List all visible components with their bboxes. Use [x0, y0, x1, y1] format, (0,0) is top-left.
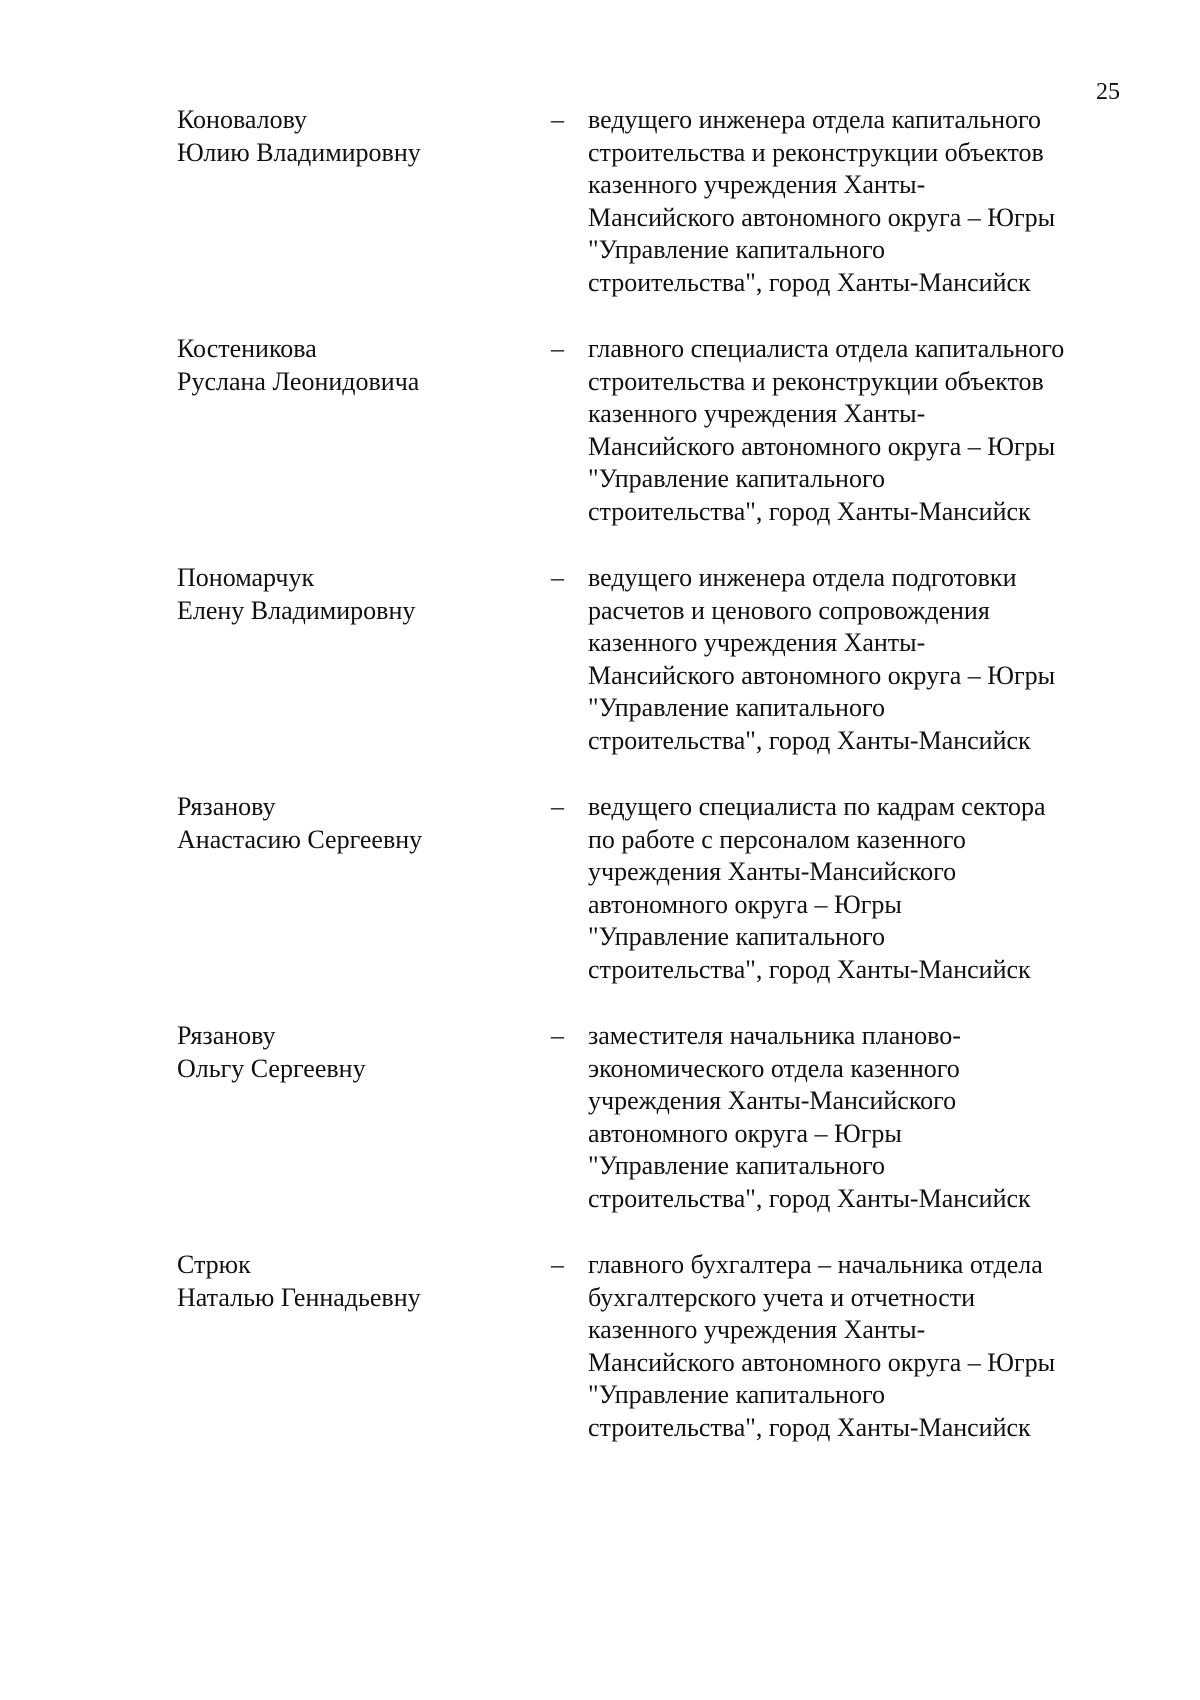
position-line: автономного округа – Югры: [588, 1118, 902, 1148]
entry-dash: –: [551, 1021, 564, 1050]
person-name: [177, 562, 527, 627]
position-line: главного специалиста отдела капитального: [588, 334, 1065, 363]
person-surname: Рязанову: [177, 792, 276, 821]
person-name: [177, 1020, 527, 1085]
person-given-names: Юлию Владимировну: [177, 137, 421, 167]
position-line: казенного учреждения Ханты-: [588, 399, 926, 428]
position-line: автономного округа – Югры: [588, 889, 902, 919]
person-position: [588, 562, 1118, 757]
page-number: 25: [1096, 79, 1120, 105]
position-line: строительства", город Ханты-Мансийск: [588, 496, 1031, 526]
person-given-names: Наталью Геннадьевну: [177, 1282, 421, 1312]
entry-dash: –: [551, 1250, 564, 1279]
position-line: ведущего специалиста по кадрам сектора: [588, 792, 1046, 821]
person-name: [177, 333, 527, 398]
position-line: строительства", город Ханты-Мансийск: [588, 1183, 1031, 1213]
person-surname: Костеникова: [177, 334, 317, 363]
person-given-names: Анастасию Сергеевну: [177, 824, 423, 854]
person-position: [588, 104, 1118, 299]
person-name: [177, 791, 527, 856]
person-surname: Коновалову: [177, 105, 308, 134]
position-line: по работе с персоналом казенного: [588, 824, 966, 854]
position-line: строительства", город Ханты-Мансийск: [588, 1412, 1031, 1442]
position-line: учреждения Ханты-Мансийского: [588, 857, 957, 886]
position-line: ведущего инженера отдела подготовки: [588, 563, 1017, 592]
position-line: строительства и реконструкции объектов: [588, 137, 1044, 167]
position-line: расчетов и ценового сопровождения: [588, 595, 990, 625]
position-line: экономического отдела казенного: [588, 1053, 960, 1083]
entry-dash: –: [551, 105, 564, 134]
person-position: [588, 1249, 1118, 1444]
position-line: "Управление капитального: [588, 1380, 885, 1409]
position-line: "Управление капитального: [588, 693, 885, 722]
position-line: строительства", город Ханты-Мансийск: [588, 267, 1031, 297]
position-line: Мансийского автономного округа – Югры: [588, 202, 1056, 232]
person-name: [177, 1249, 527, 1314]
person-surname: Рязанову: [177, 1021, 276, 1050]
position-line: казенного учреждения Ханты-: [588, 1315, 926, 1344]
person-given-names: Руслана Леонидовича: [177, 366, 420, 396]
position-line: бухгалтерского учета и отчетности: [588, 1282, 976, 1312]
position-line: "Управление капитального: [588, 235, 885, 264]
position-line: Мансийского автономного округа – Югры: [588, 1347, 1056, 1377]
position-line: Мансийского автономного округа – Югры: [588, 431, 1056, 461]
position-line: строительства и реконструкции объектов: [588, 366, 1044, 396]
person-position: [588, 333, 1118, 528]
position-line: главного бухгалтера – начальника отдела: [588, 1250, 1043, 1279]
person-name: [177, 104, 527, 169]
entry-dash: –: [551, 563, 564, 592]
person-surname: Стрюк: [177, 1250, 251, 1279]
position-line: "Управление капитального: [588, 1151, 885, 1180]
position-line: казенного учреждения Ханты-: [588, 170, 926, 199]
position-line: "Управление капитального: [588, 922, 885, 951]
person-surname: Пономарчук: [177, 563, 315, 592]
position-line: "Управление капитального: [588, 464, 885, 493]
position-line: учреждения Ханты-Мансийского: [588, 1086, 957, 1115]
entry-dash: –: [551, 792, 564, 821]
position-line: строительства", город Ханты-Мансийск: [588, 725, 1031, 755]
position-line: Мансийского автономного округа – Югры: [588, 660, 1056, 690]
person-position: [588, 1020, 1118, 1215]
position-line: заместителя начальника планово-: [588, 1021, 961, 1050]
position-line: казенного учреждения Ханты-: [588, 628, 926, 657]
person-position: [588, 791, 1118, 986]
person-given-names: Елену Владимировну: [177, 595, 416, 625]
position-line: ведущего инженера отдела капитального: [588, 105, 1042, 134]
position-line: строительства", город Ханты-Мансийск: [588, 954, 1031, 984]
entry-dash: –: [551, 334, 564, 363]
person-given-names: Ольгу Сергеевну: [177, 1053, 366, 1083]
